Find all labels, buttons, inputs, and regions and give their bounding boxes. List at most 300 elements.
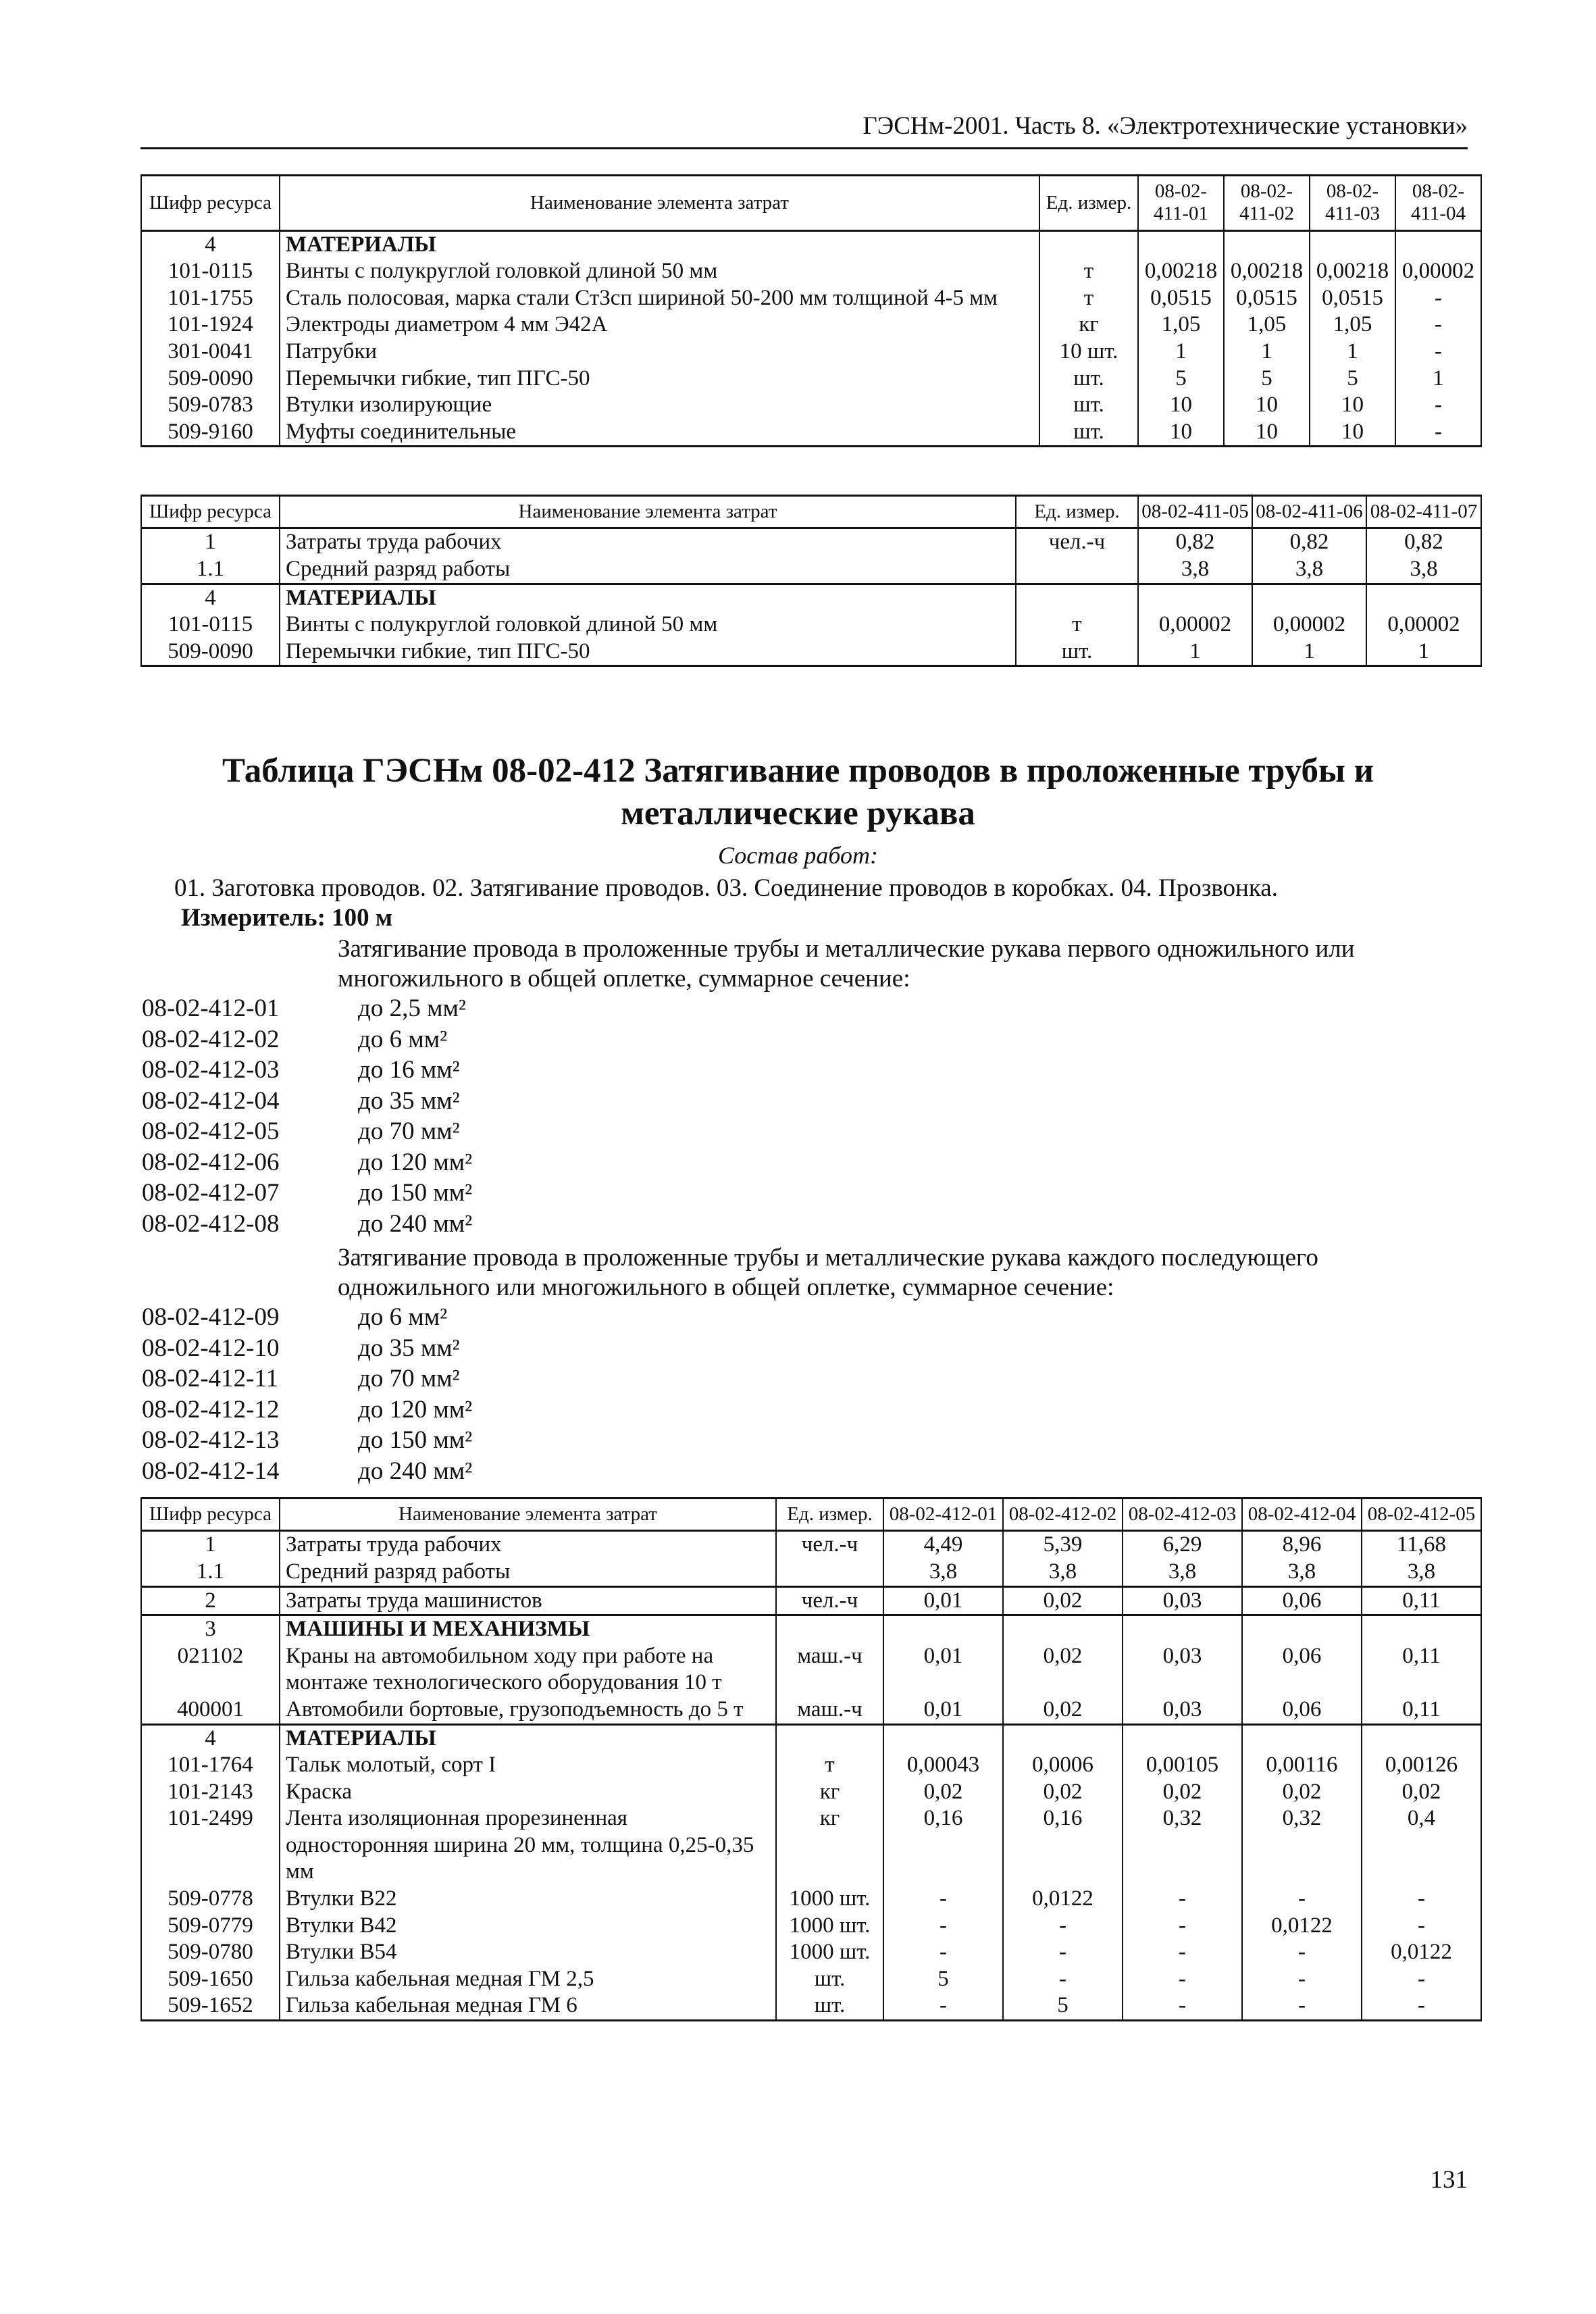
value-cell: 0,16 (1003, 1805, 1123, 1886)
unit-cell (776, 1724, 883, 1752)
cross-section-label: до 6 мм² (358, 1025, 448, 1053)
norm-code: 08-02-412-11 (142, 1365, 279, 1392)
group2-description-line-2: одножильного или многожильного в общей оплетке, суммарное сечение: (338, 1274, 1114, 1301)
column-header: Наименование элемента затрат (280, 176, 1039, 231)
norm-code: 08-02-412-08 (142, 1209, 280, 1238)
cost-element-name-cell: Лента изоляционная прорезиненная односторонняя ширина 20 мм, толщина 0,25-0,35 мм (280, 1805, 776, 1886)
value-cell: 0,0122 (1362, 1939, 1481, 1966)
resource-code-cell: 509-1652 (141, 1992, 280, 2020)
table-row (141, 556, 1481, 584)
cross-section-label: до 240 мм² (358, 1457, 473, 1485)
group1-description-line-2: многожильного в общей оплетке, суммарное сечение: (338, 965, 910, 992)
cost-element-name-cell: Средний разряд работы (280, 556, 1016, 584)
unit-cell: шт. (776, 1966, 883, 1993)
table-header-row (141, 496, 1481, 528)
group2-description-line-1: Затягивание провода в проложенные трубы и металлические рукава каждого последующего (338, 1244, 1318, 1272)
value-cell: 0,0515 (1224, 285, 1310, 312)
value-cell: - (1123, 1966, 1242, 1993)
cost-element-name-cell: МАШИНЫ И МЕХАНИЗМЫ (280, 1615, 776, 1643)
value-cell: - (1395, 419, 1481, 447)
resource-code-cell: 1 (141, 528, 280, 556)
value-cell: 0,00105 (1123, 1752, 1242, 1779)
resource-code-cell: 400001 (141, 1696, 280, 1724)
column-header: 08-02-412-04 (1242, 1499, 1362, 1531)
table-row (141, 1913, 1481, 1940)
value-cell: 11,68 (1362, 1531, 1481, 1559)
column-header: Наименование элемента затрат (280, 496, 1016, 528)
value-cell (1003, 1615, 1123, 1643)
norm-code: 08-02-412-05 (142, 1117, 280, 1145)
unit-cell: шт. (1039, 366, 1138, 393)
unit-cell: 10 шт. (1039, 338, 1138, 366)
value-cell (883, 1615, 1003, 1643)
value-cell: 0,02 (883, 1779, 1003, 1806)
cost-element-name-cell: Краны на автомобильном ходу при работе на монтаже технологического оборудования 10 т (280, 1643, 776, 1696)
unit-cell: шт. (1039, 419, 1138, 447)
table-title-line-2: металлические рукава (621, 795, 975, 832)
value-cell: 1 (1395, 366, 1481, 393)
value-cell (1138, 584, 1252, 611)
table-row (141, 419, 1481, 447)
column-header: 08-02-412-02 (1003, 1499, 1123, 1531)
cost-element-name-cell: Затраты труда рабочих (280, 528, 1016, 556)
norm-code: 08-02-412-12 (142, 1395, 280, 1424)
resource-code-cell: 1 (141, 1531, 280, 1559)
cost-element-name-cell: Автомобили бортовые, грузоподъемность до 5 т (280, 1696, 776, 1724)
value-cell: 0,82 (1252, 528, 1366, 556)
value-cell: 0,03 (1123, 1643, 1242, 1696)
unit-cell: кг (1039, 311, 1138, 338)
value-cell: 5,39 (1003, 1531, 1123, 1559)
unit-cell: маш.-ч (776, 1643, 883, 1696)
table-row (141, 1939, 1481, 1966)
value-cell: 3,8 (1138, 556, 1252, 584)
group1-description-line-1: Затягивание провода в проложенные трубы и металлические рукава первого одножильного или (338, 935, 1355, 963)
value-cell: 10 (1224, 392, 1310, 419)
table-row (141, 392, 1481, 419)
cost-element-name-cell: Электроды диаметром 4 мм Э42А (280, 311, 1039, 338)
resource-code-cell: 101-0115 (141, 258, 280, 285)
value-cell: - (1123, 1886, 1242, 1913)
value-cell: 0,00002 (1138, 611, 1252, 638)
resource-code-cell: 509-0090 (141, 366, 280, 393)
value-cell: 6,29 (1123, 1531, 1242, 1559)
cost-element-name-cell: Краска (280, 1779, 776, 1806)
unit-cell: чел.-ч (1016, 528, 1138, 556)
table-row (141, 1696, 1481, 1724)
value-cell: 0,32 (1242, 1805, 1362, 1886)
resource-code-cell: 101-1755 (141, 285, 280, 312)
column-header: Ед. измер. (1039, 176, 1138, 231)
unit-cell: 1000 шт. (776, 1939, 883, 1966)
value-cell: 1 (1310, 338, 1395, 366)
value-cell: 0,06 (1242, 1696, 1362, 1724)
resource-code-cell: 101-1924 (141, 311, 280, 338)
resource-code-cell: 1.1 (141, 1559, 280, 1586)
value-cell: - (1362, 1966, 1481, 1993)
unit-cell: кг (776, 1805, 883, 1886)
value-cell (1310, 230, 1395, 258)
resource-code-cell: 4 (141, 230, 280, 258)
header-rule (140, 147, 1468, 149)
column-header: 08-02-411-02 (1224, 176, 1310, 231)
cross-section-label: до 16 мм² (358, 1056, 460, 1084)
value-cell: 0,00116 (1242, 1752, 1362, 1779)
cost-element-name-cell: Гильза кабельная медная ГМ 6 (280, 1992, 776, 2020)
resource-code-cell: 3 (141, 1615, 280, 1643)
unit-cell (1039, 230, 1138, 258)
unit-cell: т (1039, 285, 1138, 312)
cross-section-label: до 240 мм² (358, 1209, 473, 1238)
value-cell: - (1123, 1939, 1242, 1966)
column-header: Шифр ресурса (141, 176, 280, 231)
cross-section-label: до 6 мм² (358, 1303, 448, 1331)
table-08-02-412 (140, 1497, 1482, 2021)
value-cell: 0,0122 (1003, 1886, 1123, 1913)
column-header: 08-02-411-05 (1138, 496, 1252, 528)
table-row (141, 1752, 1481, 1779)
value-cell: 0,00002 (1252, 611, 1366, 638)
value-cell: 0,02 (1003, 1779, 1123, 1806)
value-cell: 0,00002 (1395, 258, 1481, 285)
value-cell: - (1395, 285, 1481, 312)
value-cell (1366, 584, 1481, 611)
table-row (141, 285, 1481, 312)
cost-element-name-cell: Гильза кабельная медная ГМ 2,5 (280, 1966, 776, 1993)
cross-section-label: до 35 мм² (358, 1334, 460, 1362)
value-cell: 0,02 (1242, 1779, 1362, 1806)
value-cell: 3,8 (1252, 556, 1366, 584)
value-cell: 0,02 (1123, 1779, 1242, 1806)
value-cell: 0,82 (1366, 528, 1481, 556)
resource-code-cell: 509-9160 (141, 419, 280, 447)
cost-element-name-cell: Средний разряд работы (280, 1559, 776, 1586)
table-row (141, 1559, 1481, 1586)
value-cell: - (1123, 1992, 1242, 2020)
norm-code: 08-02-412-03 (142, 1056, 280, 1084)
resource-code-cell: 509-1650 (141, 1966, 280, 1993)
value-cell: 0,4 (1362, 1805, 1481, 1886)
value-cell: - (1003, 1913, 1123, 1940)
value-cell: 3,8 (1362, 1559, 1481, 1586)
norm-code: 08-02-412-09 (142, 1303, 280, 1331)
value-cell: 10 (1138, 419, 1224, 447)
unit-cell: чел.-ч (776, 1586, 883, 1615)
column-header: Ед. измер. (1016, 496, 1138, 528)
value-cell: 0,0006 (1003, 1752, 1123, 1779)
table-row (141, 1615, 1481, 1643)
column-header: 08-02-411-01 (1138, 176, 1224, 231)
unit-cell: т (1016, 611, 1138, 638)
value-cell (1242, 1724, 1362, 1752)
cross-section-label: до 2,5 мм² (358, 995, 466, 1022)
cost-element-name-cell: МАТЕРИАЛЫ (280, 230, 1039, 258)
table-row (141, 611, 1481, 638)
value-cell: - (1242, 1939, 1362, 1966)
value-cell: 0,11 (1362, 1696, 1481, 1724)
value-cell: 0,01 (883, 1586, 1003, 1615)
cost-element-name-cell: Затраты труда машинистов (280, 1586, 776, 1615)
value-cell: 8,96 (1242, 1531, 1362, 1559)
value-cell: 10 (1138, 392, 1224, 419)
column-header: 08-02-412-05 (1362, 1499, 1481, 1531)
cost-element-name-cell: Сталь полосовая, марка стали Ст3сп шириной 50-200 мм толщиной 4-5 мм (280, 285, 1039, 312)
resource-code-cell: 509-0090 (141, 638, 280, 666)
value-cell: 1,05 (1224, 311, 1310, 338)
value-cell: 0,0515 (1138, 285, 1224, 312)
cost-element-name-cell: Перемычки гибкие, тип ПГС-50 (280, 638, 1016, 666)
resource-code-cell: 1.1 (141, 556, 280, 584)
table-row (141, 1643, 1481, 1696)
value-cell: - (1395, 311, 1481, 338)
value-cell: 3,8 (1003, 1559, 1123, 1586)
value-cell: 0,06 (1242, 1643, 1362, 1696)
value-cell: 5 (1310, 366, 1395, 393)
value-cell: 0,32 (1123, 1805, 1242, 1886)
value-cell: 5 (1003, 1992, 1123, 2020)
unit-cell: кг (776, 1779, 883, 1806)
value-cell: - (1362, 1913, 1481, 1940)
cost-element-name-cell: Втулки В42 (280, 1913, 776, 1940)
table-row (141, 258, 1481, 285)
cross-section-label: до 150 мм² (358, 1426, 473, 1454)
value-cell: 3,8 (1366, 556, 1481, 584)
value-cell: - (1395, 392, 1481, 419)
value-cell (883, 1724, 1003, 1752)
resource-code-cell: 509-0778 (141, 1886, 280, 1913)
value-cell: 10 (1224, 419, 1310, 447)
cross-section-label: до 120 мм² (358, 1395, 473, 1424)
page-number: 131 (1430, 2166, 1468, 2194)
cost-element-name-cell: Патрубки (280, 338, 1039, 366)
table-title-line-1: Таблица ГЭСНм 08-02-412 Затягивание проводов в проложенные трубы и (222, 752, 1374, 790)
table-row (141, 311, 1481, 338)
column-header: Наименование элемента затрат (280, 1499, 776, 1531)
cost-element-name-cell: МАТЕРИАЛЫ (280, 584, 1016, 611)
unit-cell (1016, 584, 1138, 611)
value-cell (1242, 1615, 1362, 1643)
value-cell: 1 (1138, 638, 1252, 666)
value-cell: 1,05 (1310, 311, 1395, 338)
table-row (141, 1586, 1481, 1615)
value-cell: 0,01 (883, 1696, 1003, 1724)
unit-cell: 1000 шт. (776, 1913, 883, 1940)
table-08-02-411-part1 (140, 174, 1482, 447)
resource-code-cell: 021102 (141, 1643, 280, 1696)
cost-element-name-cell: Втулки В22 (280, 1886, 776, 1913)
value-cell: 5 (1224, 366, 1310, 393)
value-cell: 0,00218 (1310, 258, 1395, 285)
resource-code-cell: 101-1764 (141, 1752, 280, 1779)
value-cell: 0,00218 (1224, 258, 1310, 285)
resource-code-cell: 4 (141, 1724, 280, 1752)
composition-text: 01. Заготовка проводов. 02. Затягивание проводов. 03. Соединение проводов в коробках. 04. Прозвонка. (174, 874, 1278, 902)
unit-cell: шт. (1039, 392, 1138, 419)
cost-element-name-cell: Тальк молотый, сорт I (280, 1752, 776, 1779)
unit-cell: шт. (776, 1992, 883, 2020)
resource-code-cell: 509-0779 (141, 1913, 280, 1940)
value-cell (1123, 1724, 1242, 1752)
cost-element-name-cell: Затраты труда рабочих (280, 1531, 776, 1559)
resource-code-cell: 4 (141, 584, 280, 611)
norm-code: 08-02-412-04 (142, 1086, 280, 1115)
value-cell (1123, 1615, 1242, 1643)
value-cell (1138, 230, 1224, 258)
value-cell: 0,11 (1362, 1643, 1481, 1696)
value-cell: 1,05 (1138, 311, 1224, 338)
cost-element-name-cell: Муфты соединительные (280, 419, 1039, 447)
norm-code: 08-02-412-01 (142, 995, 280, 1022)
column-header: 08-02-411-07 (1366, 496, 1481, 528)
value-cell: 3,8 (883, 1559, 1003, 1586)
cost-element-name-cell: Винты с полукруглой головкой длиной 50 мм (280, 611, 1016, 638)
cost-element-name-cell: МАТЕРИАЛЫ (280, 1724, 776, 1752)
norm-code: 08-02-412-13 (142, 1426, 280, 1454)
value-cell: - (1003, 1966, 1123, 1993)
meter-label: Измеритель: 100 м (181, 904, 393, 932)
value-cell: - (1003, 1939, 1123, 1966)
unit-cell: т (776, 1752, 883, 1779)
column-header: Шифр ресурса (141, 496, 280, 528)
value-cell: 5 (1138, 366, 1224, 393)
value-cell: - (1395, 338, 1481, 366)
cost-element-name-cell: Перемычки гибкие, тип ПГС-50 (280, 366, 1039, 393)
value-cell: 10 (1310, 392, 1395, 419)
value-cell: - (883, 1886, 1003, 1913)
value-cell: 0,00126 (1362, 1752, 1481, 1779)
value-cell: - (1242, 1886, 1362, 1913)
norm-code: 08-02-412-14 (142, 1457, 280, 1485)
cross-section-label: до 70 мм² (358, 1365, 460, 1392)
column-header: 08-02-412-01 (883, 1499, 1003, 1531)
resource-code-cell: 301-0041 (141, 338, 280, 366)
value-cell: 1 (1138, 338, 1224, 366)
value-cell: 0,00043 (883, 1752, 1003, 1779)
table-row (141, 1992, 1481, 2020)
value-cell: 0,0515 (1310, 285, 1395, 312)
value-cell: - (1242, 1992, 1362, 2020)
value-cell: - (883, 1992, 1003, 2020)
value-cell: - (1362, 1992, 1481, 2020)
table-row (141, 338, 1481, 366)
value-cell: - (883, 1939, 1003, 1966)
unit-cell (776, 1559, 883, 1586)
cross-section-label: до 70 мм² (358, 1117, 460, 1145)
value-cell: 0,16 (883, 1805, 1003, 1886)
resource-code-cell: 2 (141, 1586, 280, 1615)
unit-cell: шт. (1016, 638, 1138, 666)
cost-element-name-cell: Винты с полукруглой головкой длиной 50 мм (280, 258, 1039, 285)
unit-cell: т (1039, 258, 1138, 285)
resource-code-cell: 101-2143 (141, 1779, 280, 1806)
table-row (141, 1805, 1481, 1886)
resource-code-cell: 101-0115 (141, 611, 280, 638)
table-row (141, 366, 1481, 393)
value-cell: 3,8 (1242, 1559, 1362, 1586)
value-cell: 0,02 (1003, 1643, 1123, 1696)
running-header: ГЭСНм-2001. Часть 8. «Электротехнические установки» (863, 112, 1468, 140)
value-cell: 0,82 (1138, 528, 1252, 556)
column-header: Ед. измер. (776, 1499, 883, 1531)
unit-cell (1016, 556, 1138, 584)
norm-code: 08-02-412-10 (142, 1334, 280, 1362)
norm-code: 08-02-412-02 (142, 1025, 280, 1053)
table-row (141, 638, 1481, 666)
value-cell: - (1242, 1966, 1362, 1993)
table-row (141, 1724, 1481, 1752)
column-header: 08-02-411-06 (1252, 496, 1366, 528)
value-cell (1003, 1724, 1123, 1752)
value-cell: 0,03 (1123, 1696, 1242, 1724)
resource-code-cell: 101-2499 (141, 1805, 280, 1886)
column-header: 08-02-411-04 (1395, 176, 1481, 231)
table-row (141, 584, 1481, 611)
value-cell: 5 (883, 1966, 1003, 1993)
value-cell: 0,02 (1003, 1696, 1123, 1724)
value-cell: - (1123, 1913, 1242, 1940)
value-cell: 10 (1310, 419, 1395, 447)
value-cell: 1 (1224, 338, 1310, 366)
value-cell: 0,00002 (1366, 611, 1481, 638)
resource-code-cell: 509-0780 (141, 1939, 280, 1966)
table-row (141, 1966, 1481, 1993)
value-cell: 0,0122 (1242, 1913, 1362, 1940)
unit-cell (776, 1615, 883, 1643)
value-cell: - (1362, 1886, 1481, 1913)
cost-element-name-cell: Втулки изолирующие (280, 392, 1039, 419)
norm-code: 08-02-412-06 (142, 1148, 280, 1176)
value-cell: 0,02 (1362, 1779, 1481, 1806)
composition-label: Состав работ: (718, 842, 878, 869)
value-cell (1252, 584, 1366, 611)
table-08-02-411-part2 (140, 495, 1482, 667)
value-cell: 3,8 (1123, 1559, 1242, 1586)
value-cell (1224, 230, 1310, 258)
table-row (141, 528, 1481, 556)
value-cell: 0,02 (1003, 1586, 1123, 1615)
table-row (141, 1886, 1481, 1913)
table-row (141, 1531, 1481, 1559)
value-cell: 4,49 (883, 1531, 1003, 1559)
unit-cell: маш.-ч (776, 1696, 883, 1724)
value-cell: 0,01 (883, 1643, 1003, 1696)
cross-section-label: до 35 мм² (358, 1086, 460, 1115)
value-cell: - (883, 1913, 1003, 1940)
column-header: 08-02-411-03 (1310, 176, 1395, 231)
norm-code: 08-02-412-07 (142, 1179, 280, 1207)
table-row (141, 1779, 1481, 1806)
table-header-row (141, 176, 1481, 231)
column-header: 08-02-412-03 (1123, 1499, 1242, 1531)
cross-section-label: до 120 мм² (358, 1148, 473, 1176)
table-header-row (141, 1499, 1481, 1531)
value-cell: 1 (1252, 638, 1366, 666)
value-cell: 0,03 (1123, 1586, 1242, 1615)
table-row (141, 230, 1481, 258)
value-cell (1362, 1724, 1481, 1752)
value-cell: 0,11 (1362, 1586, 1481, 1615)
value-cell (1362, 1615, 1481, 1643)
unit-cell: чел.-ч (776, 1531, 883, 1559)
value-cell: 1 (1366, 638, 1481, 666)
column-header: Шифр ресурса (141, 1499, 280, 1531)
resource-code-cell: 509-0783 (141, 392, 280, 419)
unit-cell: 1000 шт. (776, 1886, 883, 1913)
cost-element-name-cell: Втулки В54 (280, 1939, 776, 1966)
value-cell (1395, 230, 1481, 258)
value-cell: 0,00218 (1138, 258, 1224, 285)
cross-section-label: до 150 мм² (358, 1179, 473, 1207)
